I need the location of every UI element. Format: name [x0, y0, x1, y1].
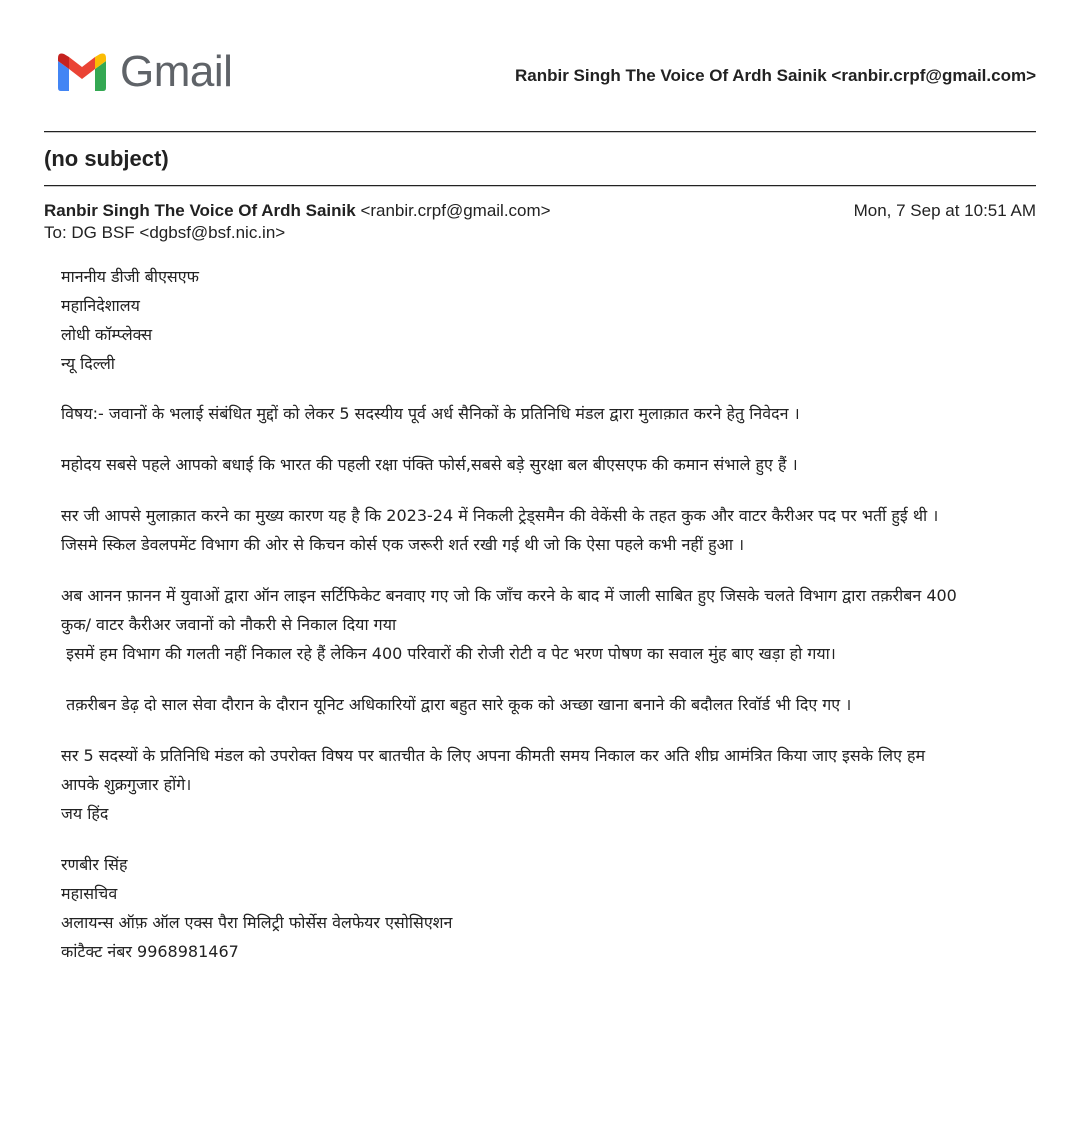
email-subject: (no subject)	[44, 146, 169, 171]
subject-paragraph: विषय:- जवानों के भलाई संबंधित मुद्दों को लेकर 5 सदस्यीय पूर्व अर्ध सैनिकों के प्रतिनिधि मंडल द्वारा मुलाक़ात करने हेतु निवेदन ।	[61, 404, 800, 423]
address-block	[61, 262, 1036, 378]
paragraph-line: जय हिंद	[61, 804, 109, 823]
sender-email: <ranbir.crpf@gmail.com>	[360, 201, 551, 220]
signature-line: कांटैक्ट नंबर 9968981467	[61, 942, 239, 961]
paragraph-line: सर जी आपसे मुलाक़ात करने का मुख्य कारण यह है कि 2023-24 में निकली ट्रेड्समैन की वेकेंसी के तहत कुक और वाटर कैरीअर पद पर भर्ती हुई थी ।	[61, 506, 939, 525]
gmail-logo-text: Gmail	[120, 47, 233, 96]
email-print-page	[44, 0, 1036, 966]
greeting-paragraph: महोदय सबसे पहले आपको बधाई कि भारत की पहली रक्षा पंक्ति फोर्स,सबसे बड़े सुरक्षा बल बीएसएफ की कमान संभाले हुए हैं ।	[61, 455, 798, 474]
signature-line: महासचिव	[61, 884, 118, 903]
paragraph-certificates	[61, 581, 1036, 668]
paragraph-line: आपके शुक्रगुजार होंगे।	[61, 775, 192, 794]
signature-line: रणबीर सिंह	[61, 855, 128, 874]
recipient-line: To: DG BSF <dgbsf@bsf.nic.in>	[44, 223, 286, 242]
gmail-logo	[58, 47, 233, 96]
address-line: माननीय डीजी बीएसएफ	[61, 267, 199, 286]
gmail-m-icon	[58, 53, 106, 91]
paragraph-line: कुक/ वाटर कैरीअर जवानों को नौकरी से निकाल दिया गया	[61, 615, 397, 634]
paragraph-reason	[61, 501, 1036, 559]
address-line: महानिदेशालय	[61, 296, 140, 315]
subject-divider	[44, 185, 1036, 187]
sender-name: Ranbir Singh The Voice Of Ardh Sainik	[44, 201, 356, 220]
address-line: लोधी कॉम्प्लेक्स	[61, 325, 153, 344]
signature-line: अलायन्स ऑफ़ ऑल एक्स पैरा मिलिट्री फोर्सेस वेलफेयर एसोसिएशन	[61, 913, 453, 932]
account-name: Ranbir Singh The Voice Of Ardh Sainik <ranbir.crpf@gmail.com>	[514, 66, 1036, 85]
paragraph-line: इसमें हम विभाग की गलती नहीं निकाल रहे हैं लेकिन 400 परिवारों की रोजी रोटी व पेट भरण पोषण का सवाल मुंह बाए खड़ा हो गया।	[61, 644, 836, 663]
paragraph-line: जिसमे स्किल डेवलपमेंट विभाग की ओर से किचन कोर्स एक जरूरी शर्त रखी गई थी जो कि ऐसा पहले कभी नहीं हुआ ।	[61, 535, 745, 554]
signature-block	[61, 850, 1036, 966]
paragraph-line: सर 5 सदस्यों के प्रतिनिधि मंडल को उपरोक्त विषय पर बातचीत के लिए अपना कीमती समय निकाल कर अति शीघ्र आमंत्रित किया जाए इसके लिए हम	[61, 746, 926, 765]
paragraph-rewards: तक़रीबन डेढ़ दो साल सेवा दौरान के दौरान यूनिट अधिकारियों द्वारा बहुत सारे कूक को अच्छा खाना बनाने की बदौलत रिवॉर्ड भी दिए गए ।	[61, 695, 852, 714]
print-header	[44, 0, 1036, 131]
email-body	[44, 262, 1036, 966]
email-meta	[44, 200, 1036, 244]
paragraph-line: अब आनन फ़ानन में युवाओं द्वारा ऑन लाइन सर्टिफिकेट बनवाए गए जो कि जाँच करने के बाद में जाली साबित हुए जिसके चलते विभाग द्वारा तक़रीबन 400	[61, 586, 957, 605]
address-line: न्यू दिल्ली	[61, 354, 115, 373]
paragraph-request	[61, 741, 1036, 828]
email-date: Mon, 7 Sep at 10:51 AM	[853, 201, 1036, 220]
